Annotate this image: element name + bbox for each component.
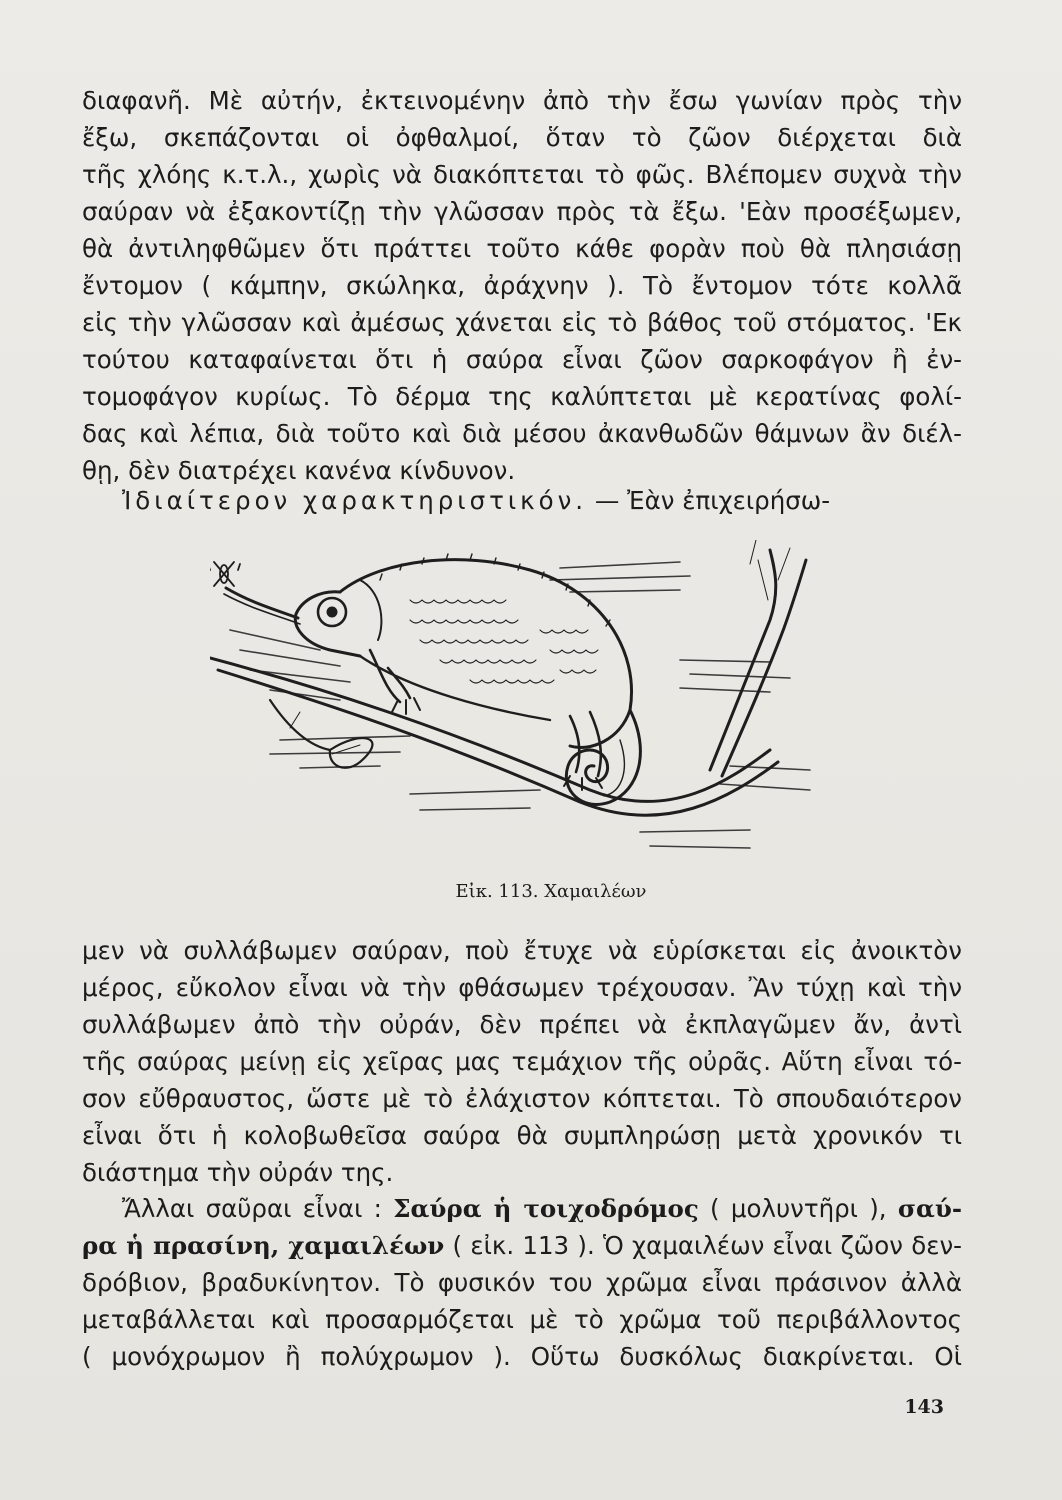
text-line: διάστημα τὴν οὐράν της.: [82, 1158, 394, 1187]
paragraph-top: [82, 82, 962, 489]
species-name: Σαύρα ἡ τοιχοδρόμος: [393, 1194, 699, 1223]
text-line: μεν νὰ συλλάβωμεν σαύραν, ποὺ ἔτυχε νὰ εὑρίσκεται εἰς ἀνοικτὸν: [82, 936, 962, 965]
text-line: συλλάβωμεν ἀπὸ τὴν οὐράν, δὲν πρέπει νὰ ἐκπλαγῶμεν ἄν, ἀντὶ: [82, 1010, 962, 1039]
text-line: ἔντομον ( κάμπην, σκώληκα, ἀράχνην ). Τὸ ἔντομον τότε κολλᾶ: [82, 271, 962, 300]
figure-caption: [0, 881, 1062, 902]
text-line: τῆς χλόης κ.τ.λ., χωρὶς νὰ διακόπτεται τὸ φῶς. Βλέπομεν συχνὰ τὴν: [82, 160, 962, 189]
species-name: σαύ-: [897, 1194, 962, 1223]
paragraph-other-lizards: [82, 1190, 962, 1375]
text-line: [82, 1190, 962, 1227]
text-line: [82, 1227, 962, 1264]
text-line: ( μονόχρωμον ἢ πολύχρωμον ). Οὕτω δυσκόλως διακρίνεται. Οἱ: [82, 1342, 962, 1371]
text-line: τομοφάγον κυρίως. Τὸ δέρμα της καλύπτεται μὲ κερατίνας φολί-: [82, 382, 962, 411]
text-line: μέρος, εὔκολον εἶναι νὰ τὴν φθάσωμεν τρέχουσαν. Ἂν τύχῃ καὶ τὴν: [82, 973, 962, 1002]
text-fragment: ( εἰκ. 113 ). Ὁ χαμαιλέων εἶναι ζῶον δεν-: [444, 1231, 962, 1260]
text-line: εἶναι ὅτι ἡ κολοβωθεῖσα σαύρα θὰ συμπληρώσῃ μετὰ χρονικόν τι: [82, 1121, 962, 1150]
text-line: θὰ ἀντιληφθῶμεν ὅτι πράττει τοῦτο κάθε φορὰν ποὺ θὰ πλησιάσῃ: [82, 234, 962, 263]
text-line: δρόβιον, βραδυκίνητον. Τὸ φυσικόν του χρῶμα εἶναι πράσινον ἀλλὰ: [82, 1268, 962, 1297]
text-line: σον εὔθραυστος, ὥστε μὲ τὸ ἐλάχιστον κόπτεται. Τὸ σπουδαιότερον: [82, 1084, 962, 1113]
paragraph-after: [82, 932, 962, 1191]
text-line: τούτου καταφαίνεται ὅτι ἡ σαύρα εἶναι ζῶον σαρκοφάγον ἢ ἐν-: [82, 345, 962, 374]
text-fragment: ( μολυντῆρι ),: [698, 1194, 898, 1223]
caption-text: Εἰκ. 113. Χαμαιλέων: [455, 881, 647, 902]
text-line: τῆς σαύρας μείνῃ εἰς χεῖρας μας τεμάχιον τῆς οὐρᾶς. Αὕτη εἶναι τό-: [82, 1047, 962, 1076]
text-line: εἰς τὴν γλῶσσαν καὶ ἀμέσως χάνεται εἰς τὸ βάθος τοῦ στόματος. 'Εκ: [82, 308, 962, 337]
text-line: ἔξω, σκεπάζονται οἱ ὀφθαλμοί, ὅταν τὸ ζῶον διέρχεται διὰ: [82, 123, 962, 152]
text-line: θῃ, δὲν διατρέχει κανένα κίνδυνον.: [82, 456, 516, 485]
page-number: 143: [904, 1396, 944, 1418]
heading-rest-text: — Ἐὰν ἐπιχειρήσω-: [594, 486, 831, 515]
text-line: σαύραν νὰ ἐξακοντίζῃ τὴν γλῶσσαν πρὸς τὰ ἔξω. 'Εὰν προσέξωμεν,: [82, 197, 962, 226]
text-line: μεταβάλλεται καὶ προσαρμόζεται μὲ τὸ χρῶμα τοῦ περιβάλλοντος: [82, 1305, 962, 1334]
species-name: ρα ἡ πρασίνη, χαμαιλέων: [82, 1231, 445, 1260]
text-line: διαφανῆ. Μὲ αὐτήν, ἐκτεινομένην ἀπὸ τὴν ἔσω γωνίαν πρὸς τὴν: [82, 86, 962, 115]
section-heading: [82, 482, 962, 519]
chameleon-illustration: [210, 540, 830, 880]
text-fragment: Ἄλλαι σαῦραι εἶναι :: [122, 1194, 394, 1223]
heading-spaced-text: Ἰδιαίτερον χαρακτηριστικόν.: [122, 486, 588, 515]
text-line: δας καὶ λέπια, διὰ τοῦτο καὶ διὰ μέσου ἀκανθωδῶν θάμνων ἂν διέλ-: [82, 419, 962, 448]
